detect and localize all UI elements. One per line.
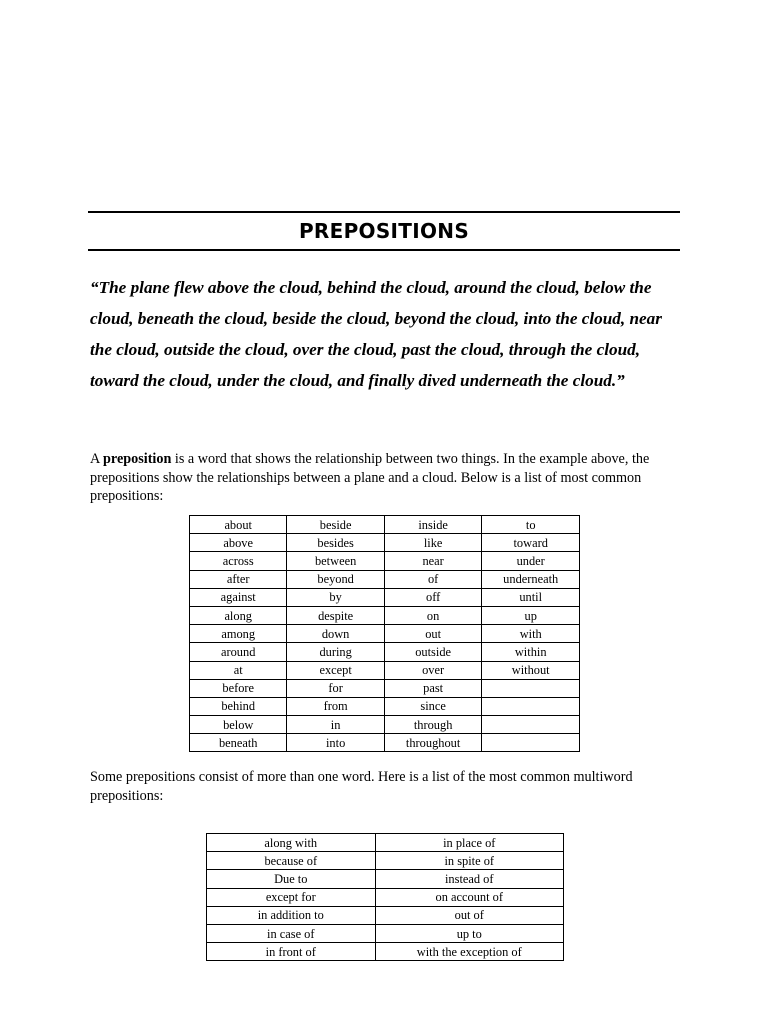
table-cell: off (384, 588, 482, 606)
table-cell: instead of (375, 870, 563, 888)
table-cell: up (482, 606, 580, 624)
table-cell: to (482, 516, 580, 534)
table-cell: except (287, 661, 384, 679)
table-row (207, 870, 564, 888)
table-row (207, 924, 564, 942)
multiword-prepositions-table (206, 833, 564, 961)
table-cell: around (190, 643, 287, 661)
table-row (190, 570, 580, 588)
table-cell: over (384, 661, 482, 679)
table-cell: in place of (375, 834, 563, 852)
table-cell: into (287, 734, 384, 752)
table-row (207, 834, 564, 852)
table-row (190, 697, 580, 715)
table-row (190, 606, 580, 624)
table-row (190, 679, 580, 697)
table-cell: for (287, 679, 384, 697)
table-row (190, 716, 580, 734)
table-cell: outside (384, 643, 482, 661)
table-cell: along with (207, 834, 376, 852)
table-cell: during (287, 643, 384, 661)
table-cell: in addition to (207, 906, 376, 924)
table-cell: from (287, 697, 384, 715)
table-cell: behind (190, 697, 287, 715)
table-row (190, 588, 580, 606)
table-cell: out of (375, 906, 563, 924)
table-cell: up to (375, 924, 563, 942)
table-row (207, 943, 564, 961)
table-cell: throughout (384, 734, 482, 752)
table-row (207, 906, 564, 924)
table-row (190, 552, 580, 570)
table-cell: in spite of (375, 852, 563, 870)
intro-term: preposition (103, 451, 172, 467)
table-cell: except for (207, 888, 376, 906)
table-cell: among (190, 625, 287, 643)
table-cell: after (190, 570, 287, 588)
intro-prefix: A (90, 451, 104, 467)
table-cell: since (384, 697, 482, 715)
multiword-intro-paragraph: Some prepositions consist of more than one word. Here is a list of the most common multiword prepositions: (90, 769, 633, 804)
table-cell: beneath (190, 734, 287, 752)
table-cell: toward (482, 534, 580, 552)
table-cell: past (384, 679, 482, 697)
table-cell: beside (287, 516, 384, 534)
table-cell: of (384, 570, 482, 588)
table-cell: like (384, 534, 482, 552)
table-cell: besides (287, 534, 384, 552)
table-cell: by (287, 588, 384, 606)
table-cell: on (384, 606, 482, 624)
table-cell: along (190, 606, 287, 624)
table-cell: across (190, 552, 287, 570)
table-cell: until (482, 588, 580, 606)
table-cell (482, 716, 580, 734)
table-row (190, 534, 580, 552)
table-cell: above (190, 534, 287, 552)
table-cell: on account of (375, 888, 563, 906)
table-row (190, 643, 580, 661)
table-cell: beyond (287, 570, 384, 588)
page-title: PREPOSITIONS (298, 219, 470, 243)
table-cell: in case of (207, 924, 376, 942)
table-cell (482, 734, 580, 752)
table-row (190, 516, 580, 534)
table-cell: with (482, 625, 580, 643)
table-row (190, 734, 580, 752)
table-cell: within (482, 643, 580, 661)
common-prepositions-table (189, 515, 580, 752)
table-row (190, 625, 580, 643)
table-cell: under (482, 552, 580, 570)
table-cell: despite (287, 606, 384, 624)
table-row (207, 888, 564, 906)
table-cell: underneath (482, 570, 580, 588)
table-cell: in (287, 716, 384, 734)
table-row (207, 852, 564, 870)
intro-rest: is a word that shows the relationship between two things. In the example above, the prepositions show the relationships between a plane and a cloud. Below is a list of most common prepositions: (90, 451, 650, 504)
table-cell: because of (207, 852, 376, 870)
table-cell: through (384, 716, 482, 734)
table-cell (482, 697, 580, 715)
table-cell: down (287, 625, 384, 643)
table-cell: between (287, 552, 384, 570)
table-cell: before (190, 679, 287, 697)
table-cell: against (190, 588, 287, 606)
table-cell: inside (384, 516, 482, 534)
table-cell: without (482, 661, 580, 679)
table-cell: about (190, 516, 287, 534)
table-cell (482, 679, 580, 697)
table-cell: at (190, 661, 287, 679)
table-cell: with the exception of (375, 943, 563, 961)
table-row (190, 661, 580, 679)
table-cell: out (384, 625, 482, 643)
table-cell: Due to (207, 870, 376, 888)
example-quote: “The plane flew above the cloud, behind the cloud, around the cloud, below the cloud, beneath the cloud, beside the cloud, beyond the cloud, into the cloud, near the cloud, outside the cloud, over the cloud, past the cloud, through the cloud, toward the cloud, under the cloud, and finally dived underneath the cloud.” (90, 278, 662, 390)
intro-paragraph (90, 450, 690, 506)
table-cell: below (190, 716, 287, 734)
title-banner (88, 211, 680, 251)
table-cell: near (384, 552, 482, 570)
table-cell: in front of (207, 943, 376, 961)
